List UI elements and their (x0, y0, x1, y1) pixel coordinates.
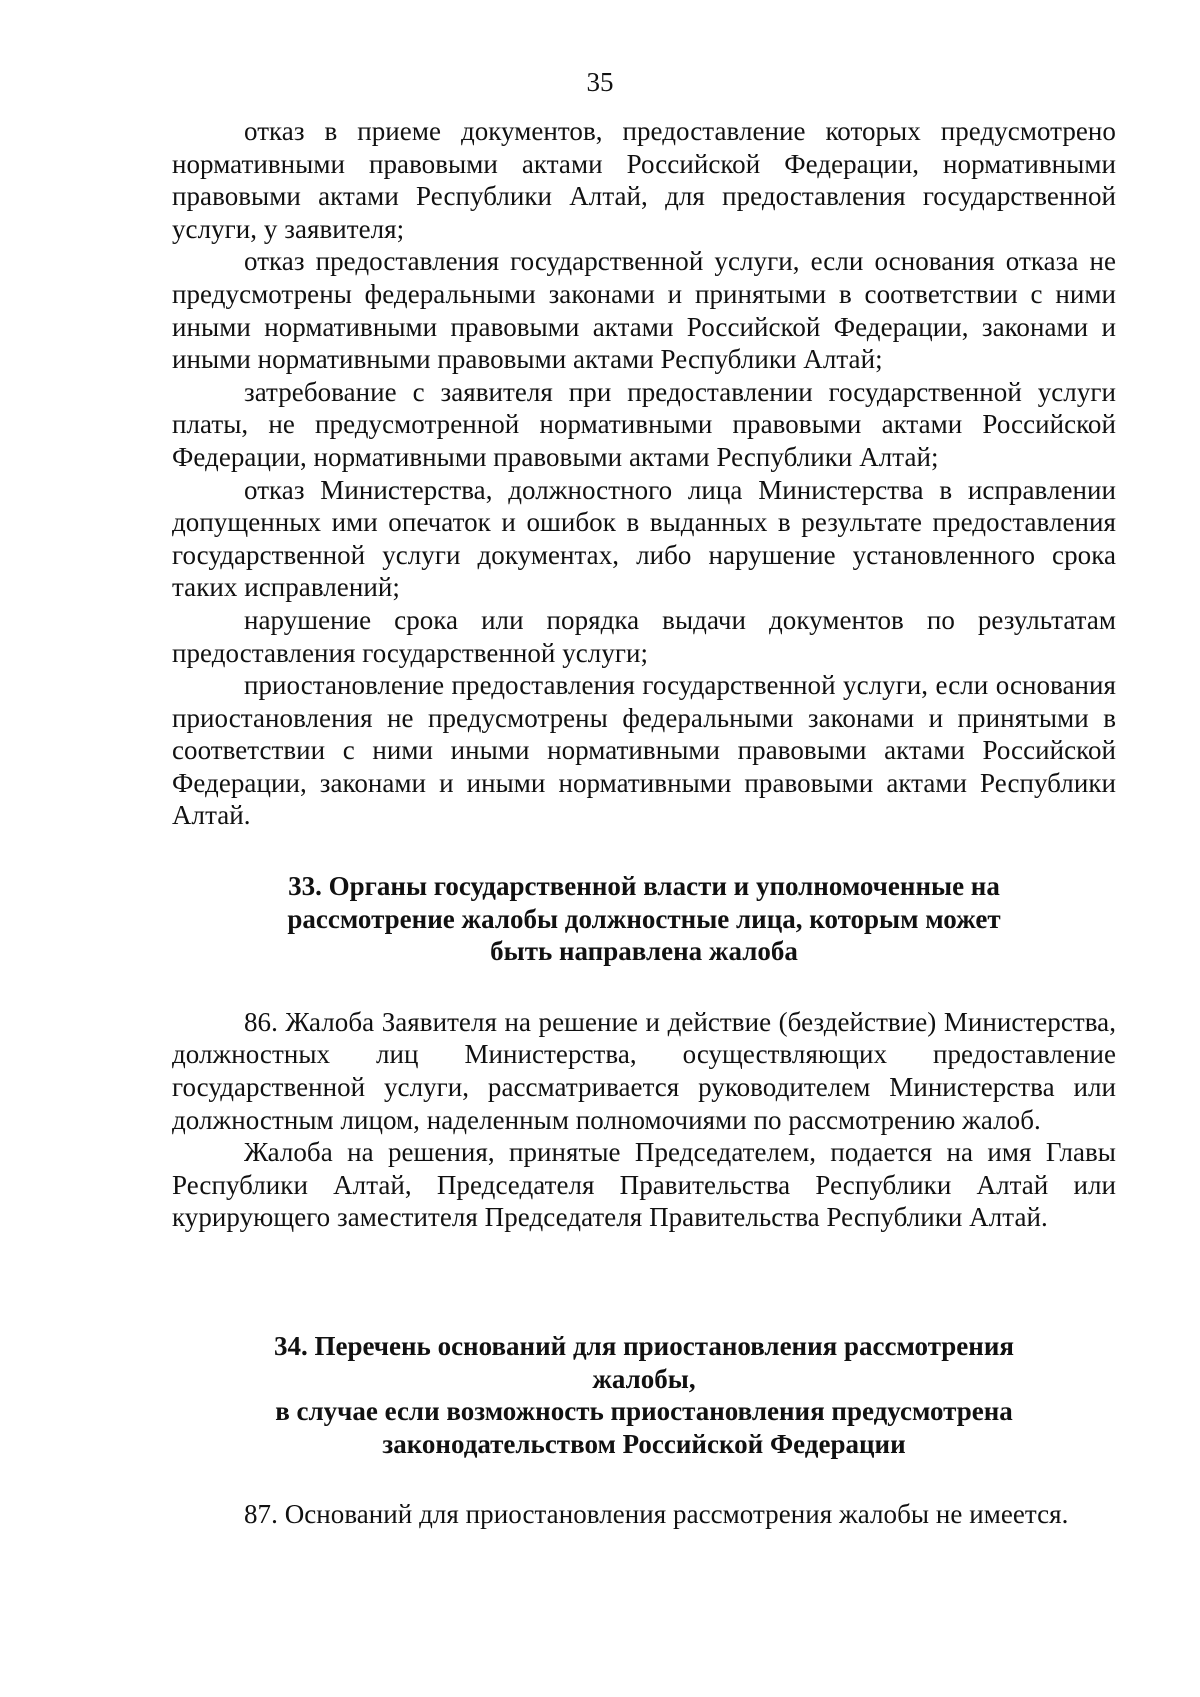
paragraph-refusal-service: отказ предоставления государственной услуги, если основания отказа не предусмотрены федеральными законами и принятыми в соответствии с ними иными нормативными правовыми актами Российской Федерации, законами и иными нормативными правовыми актами Республики Алтай; (172, 246, 1116, 375)
document-body (172, 115, 1116, 1531)
section-34-heading-line: 34. Перечень оснований для приостановления рассмотрения (273, 1331, 1015, 1361)
paragraph-complaint-chairman: Жалоба на решения, принятые Председателем, подается на имя Главы Республики Алтай, Председателя Правительства Республики Алтай или курирующего заместителя Председателя Правительства Республики Алтай. (172, 1137, 1116, 1233)
paragraph-86: 86. Жалоба Заявителя на решение и действие (бездействие) Министерства, должностных лиц Министерства, осуществляющих предоставление государственной услуги, рассматривается руководителем Министерства или должностным лицом, наделенным полномочиями по рассмотрению жалоб. (172, 1006, 1116, 1135)
section-34-heading (172, 1330, 1116, 1460)
spacer (172, 832, 1116, 870)
section-34-heading-line: законодательством Российской Федерации (382, 1428, 906, 1459)
section-33-heading-line: 33. Органы государственной власти и уполномоченные на (288, 871, 1000, 902)
section-34-heading-line: в случае если возможность приостановления предусмотрена (275, 1396, 1013, 1427)
paragraph-delivery-violation: нарушение срока или порядка выдачи документов по результатам предоставления государственной услуги; (172, 604, 1116, 668)
paragraph-suspension: приостановление предоставления государственной услуги, если основания приостановления не предусмотрены федеральными законами и принятыми в соответствии с ними иными нормативными правовыми актами Российской Федерации, законами и иными нормативными правовыми актами Республики Алтай. (172, 670, 1116, 831)
paragraph-87: 87. Оснований для приостановления рассмотрения жалобы не имеется. (244, 1499, 1069, 1530)
paragraph-refusal-corrections: отказ Министерства, должностного лица Министерства в исправлении допущенных ими опечаток и ошибок в выданных в результате предоставления государственной услуги документах, либо нарушение установленного срока таких исправлений; (172, 474, 1116, 603)
paragraph-payment-demand: затребование с заявителя при предоставлении государственной услуги платы, не предусмотренной нормативными правовыми актами Российской Федерации, нормативными правовыми актами Республики Алтай; (172, 376, 1116, 472)
page-number: 35 (586, 67, 614, 97)
section-33-heading-line: рассмотрение жалобы должностные лица, которым может (287, 903, 1001, 934)
section-34-heading-line: жалобы, (592, 1363, 696, 1394)
section-33-heading-line: быть направлена жалоба (490, 936, 798, 967)
section-33-heading (172, 870, 1116, 968)
spacer (172, 1460, 1116, 1498)
paragraph-refusal-documents: отказ в приеме документов, предоставление которых предусмотрено нормативными правовыми актами Российской Федерации, нормативными правовыми актами Республики Алтай, для предоставления государственной услуги, у заявителя; (172, 116, 1116, 244)
spacer (172, 968, 1116, 1006)
spacer (172, 1234, 1116, 1330)
